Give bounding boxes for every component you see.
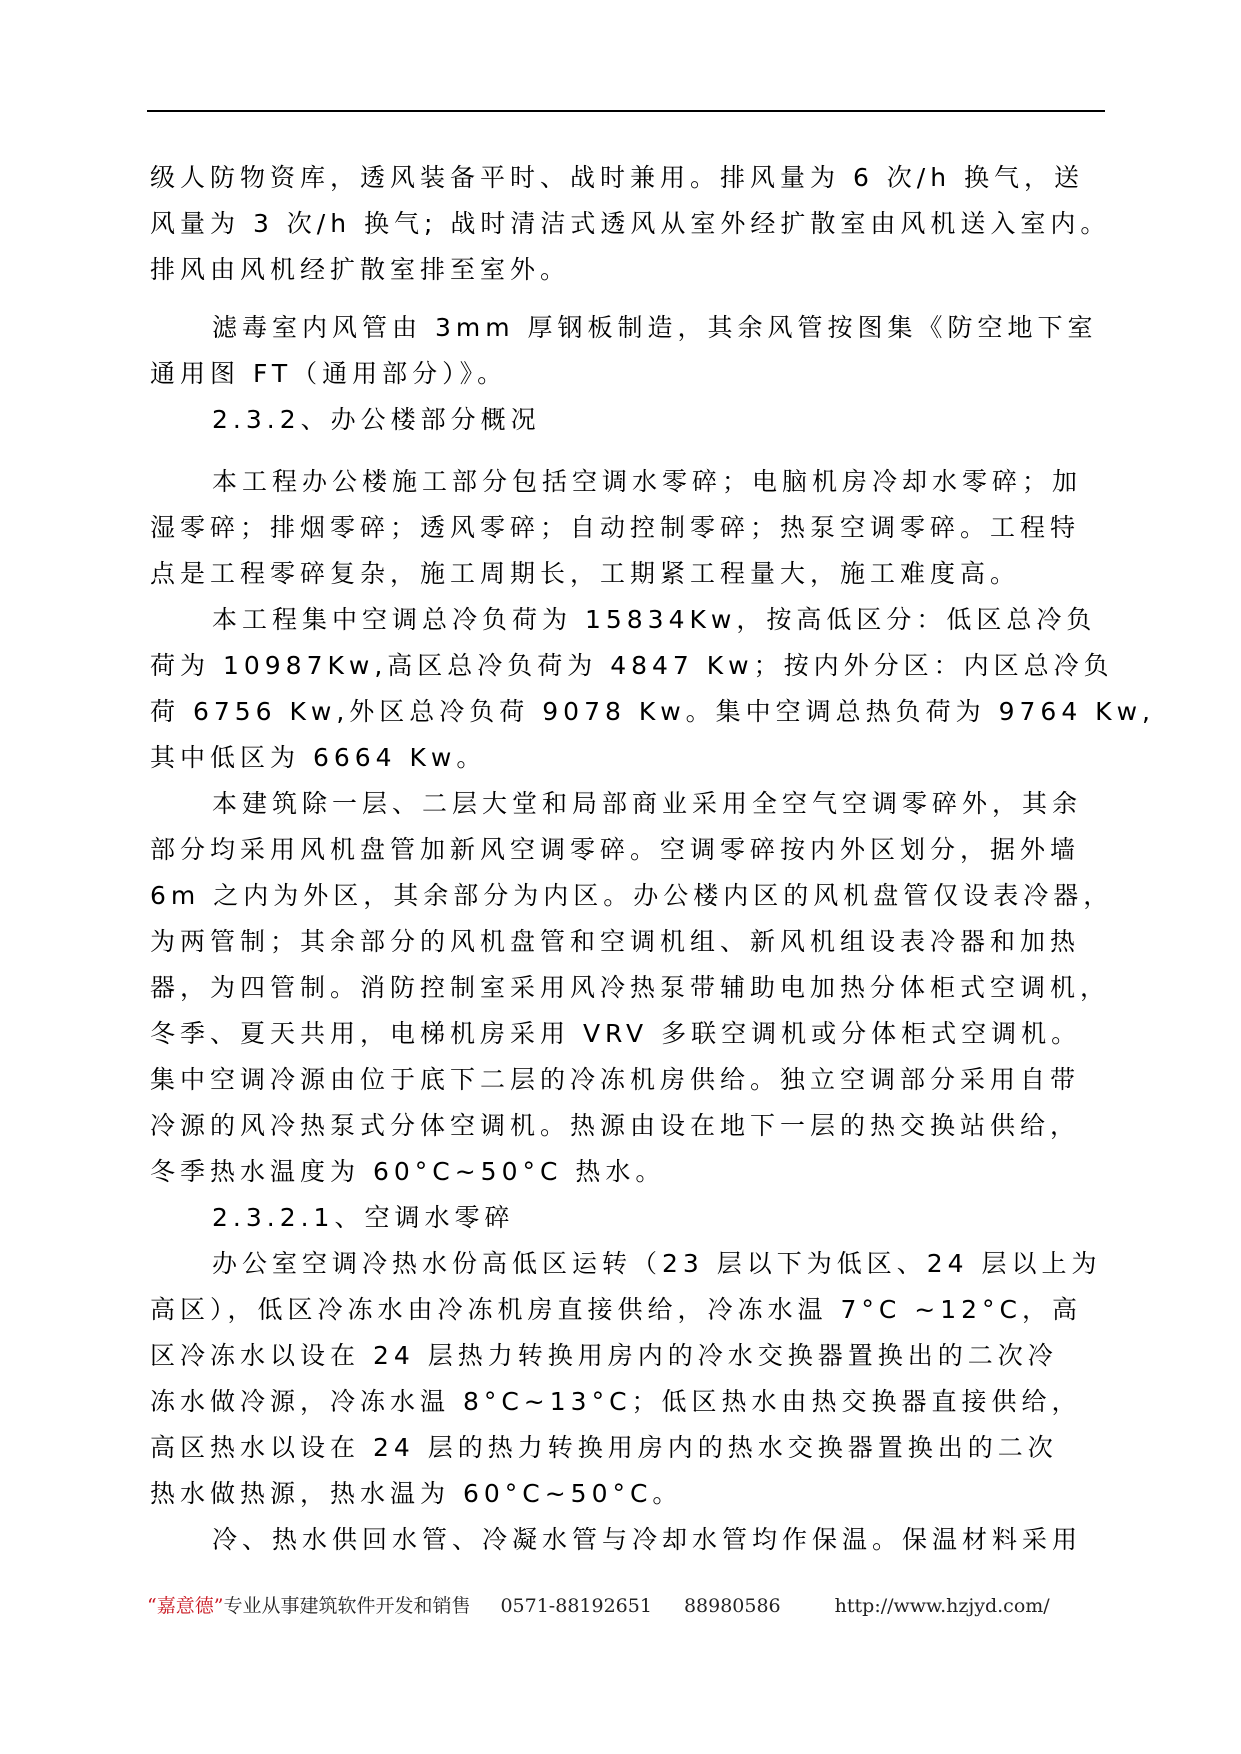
text-line: 冷、热水供回水管、冷凝水管与冷却水管均作保温。保温材料采用 (212, 1525, 1083, 1554)
text-line: 湿零碎；排烟零碎；透风零碎；自动控制零碎；热泵空调零碎。工程特 (150, 513, 1081, 542)
section-heading: 2.3.2.1、空调水零碎 (212, 1203, 515, 1232)
text-line: 冷源的风冷热泵式分体空调机。热源由设在地下一层的热交换站供给， (150, 1111, 1081, 1140)
text-line: 热水做热源，热水温为 60°C~50°C。 (150, 1479, 683, 1508)
section-heading: 2.3.2、办公楼部分概况 (212, 405, 541, 434)
text-line: 区冷冻水以设在 24 层热力转换用房内的冷水交换器置换出的二次冷 (150, 1341, 1058, 1370)
text-line: 其中低区为 6664 Kw。 (150, 743, 487, 772)
text-line: 点是工程零碎复杂，施工周期长，工期紧工程量大，施工难度高。 (150, 559, 1021, 588)
text-line: 风量为 3 次/h 换气; 战时清洁式透风从室外经扩散室由风机送入室内。 (150, 209, 1111, 238)
text-line: 本建筑除一层、二层大堂和局部商业采用全空气空调零碎外，其余 (212, 789, 1083, 818)
header-rule (147, 110, 1105, 112)
footer-phone: 0571-88192651 (500, 1595, 652, 1617)
text-line: 荷为 10987Kw,高区总冷负荷为 4847 Kw；按内外分区：内区总冷负 (150, 651, 1114, 680)
footer-brand: “嘉意德” (147, 1595, 224, 1617)
text-line: 本工程集中空调总冷负荷为 15834Kw，按高低区分：低区总冷负 (212, 605, 1097, 634)
text-line: 滤毒室内风管由 3mm 厚钢板制造，其余风管按图集《防空地下室 (212, 313, 1098, 342)
text-line: 为两管制；其余部分的风机盘管和空调机组、新风机组设表冷器和加热 (150, 927, 1081, 956)
page-footer (147, 1586, 1107, 1626)
footer-phone-secondary: 88980586 (683, 1595, 781, 1617)
text-line: 冻水做冷源，冷冻水温 8°C~13°C；低区热水由热交换器直接供给， (150, 1387, 1082, 1416)
text-line: 高区），低区冷冻水由冷冻机房直接供给，冷冻水温 7°C ~12°C，高 (150, 1295, 1082, 1324)
text-line: 排风由风机经扩散室排至室外。 (150, 255, 571, 284)
text-line: 部分均采用风机盘管加新风空调零碎。空调零碎按内外区划分，据外墙 (150, 835, 1081, 864)
text-line: 办公室空调冷热水份高低区运转（23 层以下为低区、24 层以上为 (212, 1249, 1102, 1278)
text-line: 荷 6756 Kw,外区总冷负荷 9078 Kw。集中空调总热负荷为 9764 Kw, (150, 697, 1155, 726)
footer-slogan: 专业从事建筑软件开发和销售 (223, 1595, 471, 1617)
text-line: 高区热水以设在 24 层的热力转换用房内的热水交换器置换出的二次 (150, 1433, 1058, 1462)
text-line: 集中空调冷源由位于底下二层的冷冻机房供给。独立空调部分采用自带 (150, 1065, 1081, 1094)
text-line: 级人防物资库，透风装备平时、战时兼用。排风量为 6 次/h 换气，送 (150, 163, 1085, 192)
text-line: 通用图 FT（通用部分）》。 (150, 359, 508, 388)
text-line: 冬季、夏天共用，电梯机房采用 VRV 多联空调机或分体柜式空调机。 (150, 1019, 1082, 1048)
text-line: 器，为四管制。消防控制室采用风冷热泵带辅助电加热分体柜式空调机， (150, 973, 1111, 1002)
footer-url: http://www.hzjyd.com/ (834, 1595, 1050, 1617)
text-line: 6m 之内为外区，其余部分为内区。办公楼内区的风机盘管仅设表冷器， (150, 881, 1114, 910)
text-line: 冬季热水温度为 60°C~50°C 热水。 (150, 1157, 666, 1186)
text-line: 本工程办公楼施工部分包括空调水零碎；电脑机房冷却水零碎；加 (212, 467, 1083, 496)
document-body (150, 155, 1155, 1563)
